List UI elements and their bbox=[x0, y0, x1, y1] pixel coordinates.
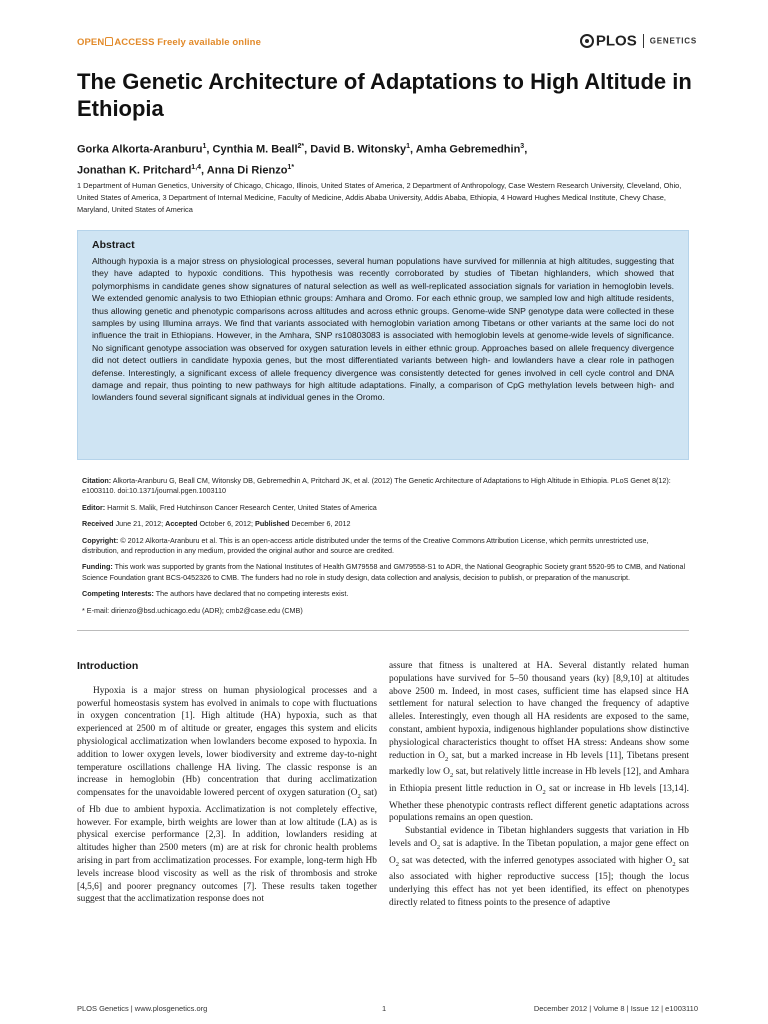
author: David B. Witonsky bbox=[310, 143, 407, 156]
author-affiliation-mark: 1,4 bbox=[191, 163, 202, 171]
citation-text: Alkorta-Aranburu G, Beall CM, Witonsky DB, Gebremedhin A, Pritchard JK, et al. (2012) The Genetic Architecture of Adaptations to High Altitude in Ethiopia. PLoS Genet 8(12): e1003110. doi:10.1371/journal.pgen.1003110 bbox=[82, 476, 671, 496]
citation-label: Citation: bbox=[82, 476, 112, 485]
text-run: sat was detected, with the inferred genotypes associated with higher O bbox=[399, 855, 673, 866]
footer-issue: December 2012 | Volume 8 | Issue 12 | e1003110 bbox=[533, 1004, 698, 1013]
affiliations: 1 Department of Human Genetics, University of Chicago, Chicago, Illinois, United States of America, 2 Department of Anthropology, Case Western Research University, Cleveland, Ohio, United States of America, 3 Department of Internal Medicine, Faculty of Medicine, Addis Ababa University, Addis Ababa, Ethiopia, 4 Howard Hughes Medical Institute, Chevy Chase, Maryland, United States of America bbox=[77, 181, 682, 214]
funding bbox=[82, 562, 686, 583]
footer-page-number: 1 bbox=[382, 1004, 387, 1013]
intro-paragraph-continued bbox=[389, 660, 689, 825]
copyright bbox=[82, 536, 686, 557]
intro-right-column bbox=[389, 660, 689, 910]
citation bbox=[82, 476, 686, 497]
subscript: 2 bbox=[542, 788, 546, 796]
logo-divider bbox=[643, 34, 644, 48]
subscript: 2 bbox=[436, 843, 441, 851]
lock-icon bbox=[105, 37, 113, 46]
text-run: Hypoxia is a major stress on human physiological processes and a powerful homeostasis system has evolved in animals to cope with fluctuations in oxygen concentration [1]. High altitude (HA) hypoxia, such as that experienced at 2500 m of altitude or greater, engages this system and elicits physiological acclimatization when lowlanders become exposed to hypoxia. In addition to lower oxygen levels, lower biodiversity and extreme day-to-night temperature oscillations challenge HA living. The classic response is an increase in hemoglobin (Hb) concentration that during acclimatization compensates for the unavoidable lowered percent of oxygen saturation ( bbox=[77, 685, 377, 799]
plos-logo bbox=[580, 32, 697, 50]
open-access-badge bbox=[77, 37, 261, 48]
intro-paragraph bbox=[389, 825, 689, 910]
published-date: December 6, 2012 bbox=[291, 519, 351, 529]
funding-text: This work was supported by grants from the National Institutes of Health GM79558 and GM79558-S1 to ADR, the National Geographic Society grant 5520-95 to CMB, and National Science Foundation grant BCS-0452326 to CMB. The funders had no role in study design, data collection and analysis, decision to publish, or preparation of the manuscript. bbox=[82, 562, 686, 582]
author: Cynthia M. Beall bbox=[212, 143, 298, 156]
copyright-text: © 2012 Alkorta-Aranburu et al. This is an open-access article distributed under the terms of the Creative Commons Attribution License, which permits unrestricted use, distribution, and reproduction in any medium, provided the original author and source are credited. bbox=[82, 535, 649, 556]
editor-text: Harmit S. Malik, Fred Hutchinson Cancer Research Center, United States of America bbox=[107, 502, 377, 512]
text-run: assure that fitness is unaltered at HA. Several distantly related human populations have survived for 5–50 thousand years (ky) [8,9,10] at altitudes above 2500 m. Indeed, in most cases, sufficient time has elapsed since HA settlement for natural selection to have changed the frequency of adaptive alleles. Interestingly, even though all HA residents are exposed to the same, constant, ambient hypoxia, indigenous highlander populations show distinctive physiological characteristics thought to offset HA stress: Andeans show some reduction in O bbox=[389, 661, 689, 761]
funding-label: Funding: bbox=[82, 562, 113, 572]
text-run: Substantial evidence in Tibetan highlanders suggests that variation in Hb levels and O bbox=[389, 826, 689, 849]
intro-left-column bbox=[77, 660, 377, 906]
competing-label: Competing Interests: bbox=[82, 589, 154, 599]
abstract-heading: Abstract bbox=[92, 239, 135, 251]
author: Jonathan K. Pritchard bbox=[77, 164, 192, 177]
text-run: sat) of Hb due to ambient hypoxia. Acclimatization is not completely effective, however. For example, birth weights are lower than at low altitude (LA) as is physical exercise performance [2,3]. In addition, lowlanders residing at altitudes higher than 2500 meters (m) are at risk for chronic health problems arising in part from acclimatization processes. For example, long-term high Hb levels increase blood viscosity as well as the risk of thrombosis and stroke [4,5,6] and poorer pregnancy outcomes [7]. These results taken together suggest that the acclimatization response does not bbox=[77, 788, 377, 905]
author-line-2: Jonathan K. Pritchard$^{1,4}$, Anna Di Rienzo$^{1*}$ bbox=[77, 163, 295, 177]
author: Gorka Alkorta-Aranburu bbox=[77, 143, 203, 156]
oa-open-text: OPEN bbox=[77, 37, 105, 48]
dates bbox=[82, 519, 686, 529]
text-run: O bbox=[350, 788, 358, 799]
plos-circle-icon bbox=[580, 34, 594, 48]
author: Amha Gebremedhin bbox=[415, 143, 521, 156]
intro-paragraph bbox=[77, 685, 377, 906]
author-line-1: Gorka Alkorta-Aranburu$^1$, Cynthia M. Beall$^{2*}$, David B. Witonsky$^1$, Amha Gebremedhin$^3$, bbox=[77, 143, 528, 156]
footer-journal: PLOS Genetics | www.plosgenetics.org bbox=[77, 1004, 208, 1013]
plos-brand: PLOS bbox=[595, 32, 637, 50]
received-label: Received bbox=[82, 519, 114, 529]
text-run: sat, but relatively little increase in Hb levels [12], and Amhara in Ethiopia present little reduction in O bbox=[389, 767, 689, 794]
author-affiliation-mark: 1 bbox=[406, 143, 411, 150]
abstract-text: Although hypoxia is a major stress on physiological processes, several human populations have survived for millennia at high altitudes, suggesting that they have adapted to hypoxic conditions. This hypothesis was recently corroborated by studies of Tibetan highlanders, which showed that polymorphisms in candidate genes show signatures of natural selection as well as well-replicated association signals for variation in hemoglobin levels. We extended genomic analysis to two Ethiopian ethnic groups: Amhara and Oromo. For each ethnic group, we sampled low and high altitude residents, thus allowing genetic and phenotypic comparisons across altitudes and across ethnic groups. Genome-wide SNP genotype data were collected in these samples by using Illumina arrays. We find that variants associated with hemoglobin variation among Tibetans or other variants at the same loci do not influence the trait in Ethiopians. However, in the Amhara, SNP rs10803083 is associated with hemoglobin levels at genome-wide levels of significance. No significant genotype association was observed for oxygen saturation levels in either ethnic group. Approaches based on allele frequency divergence did not detect outliers in candidate hypoxia genes, but the most differentiated variants between high- and lowlanders have a clear role in pathogen defense. Interestingly, a significant excess of allele frequency divergence was consistently detected for genes involved in cell cycle control and DNA damage and repair, thus pointing to new pathways for high altitude adaptations. Finally, a comparison of CpG methylation levels between high- and lowlanders found several significant signals at individual genes in the Oromo. bbox=[92, 256, 674, 403]
editor bbox=[82, 503, 686, 513]
copyright-label: Copyright: bbox=[82, 535, 119, 545]
contact-email: * E-mail: dirienzo@bsd.uchicago.edu (ADR); cmb2@case.edu (CMB) bbox=[82, 605, 303, 615]
subscript: 2 bbox=[395, 860, 400, 868]
editor-label: Editor: bbox=[82, 502, 106, 512]
oa-access-text: ACCESS bbox=[114, 37, 155, 48]
article-metadata bbox=[82, 476, 686, 622]
subscript: 2 bbox=[445, 755, 449, 763]
competing-interests bbox=[82, 589, 686, 599]
accepted-date: October 6, 2012; bbox=[199, 519, 254, 529]
received-date: June 21, 2012; bbox=[115, 519, 164, 529]
text-run: sat also associated with higher reproductive success [15]; though the locus underlying this effect has not yet been identified, its effect on phenotypes directly related to fitness points to the presence of adaptive bbox=[389, 855, 689, 908]
competing-text: The authors have declared that no competing interests exist. bbox=[155, 589, 349, 599]
text-run: sat, but a marked increase in Hb levels [11], Tibetans present markedly low O bbox=[389, 750, 689, 778]
subscript: 2 bbox=[449, 772, 454, 780]
author-affiliation-mark: 3 bbox=[520, 143, 525, 150]
text-run: sat is adaptive. In the Tibetan population, a major gene effect on O bbox=[389, 838, 689, 866]
author-affiliation-mark: 1* bbox=[287, 163, 295, 171]
subscript: 2 bbox=[672, 860, 676, 868]
journal-name: GENETICS bbox=[649, 36, 697, 46]
accepted-label: Accepted bbox=[165, 519, 198, 529]
author-affiliation-mark: 1 bbox=[202, 143, 207, 150]
intro-heading: Introduction bbox=[77, 660, 139, 672]
article-title: The Genetic Architecture of Adaptations to High Altitude in Ethiopia bbox=[77, 69, 692, 121]
freely-available-text: Freely available online bbox=[157, 37, 261, 48]
author-affiliation-mark: 2* bbox=[297, 143, 305, 150]
author: Anna Di Rienzo bbox=[206, 164, 288, 177]
subscript: 2 bbox=[357, 793, 361, 801]
published-label: Published bbox=[255, 519, 290, 529]
abstract-box bbox=[77, 230, 689, 460]
author-list bbox=[77, 138, 707, 179]
text-run: sat or increase in Hb levels [13,14]. Whether these phenotypic contrasts reflect different genetic adaptations across populations remains an open question. bbox=[389, 783, 690, 824]
section-divider bbox=[77, 630, 689, 631]
journal-header bbox=[77, 32, 697, 54]
